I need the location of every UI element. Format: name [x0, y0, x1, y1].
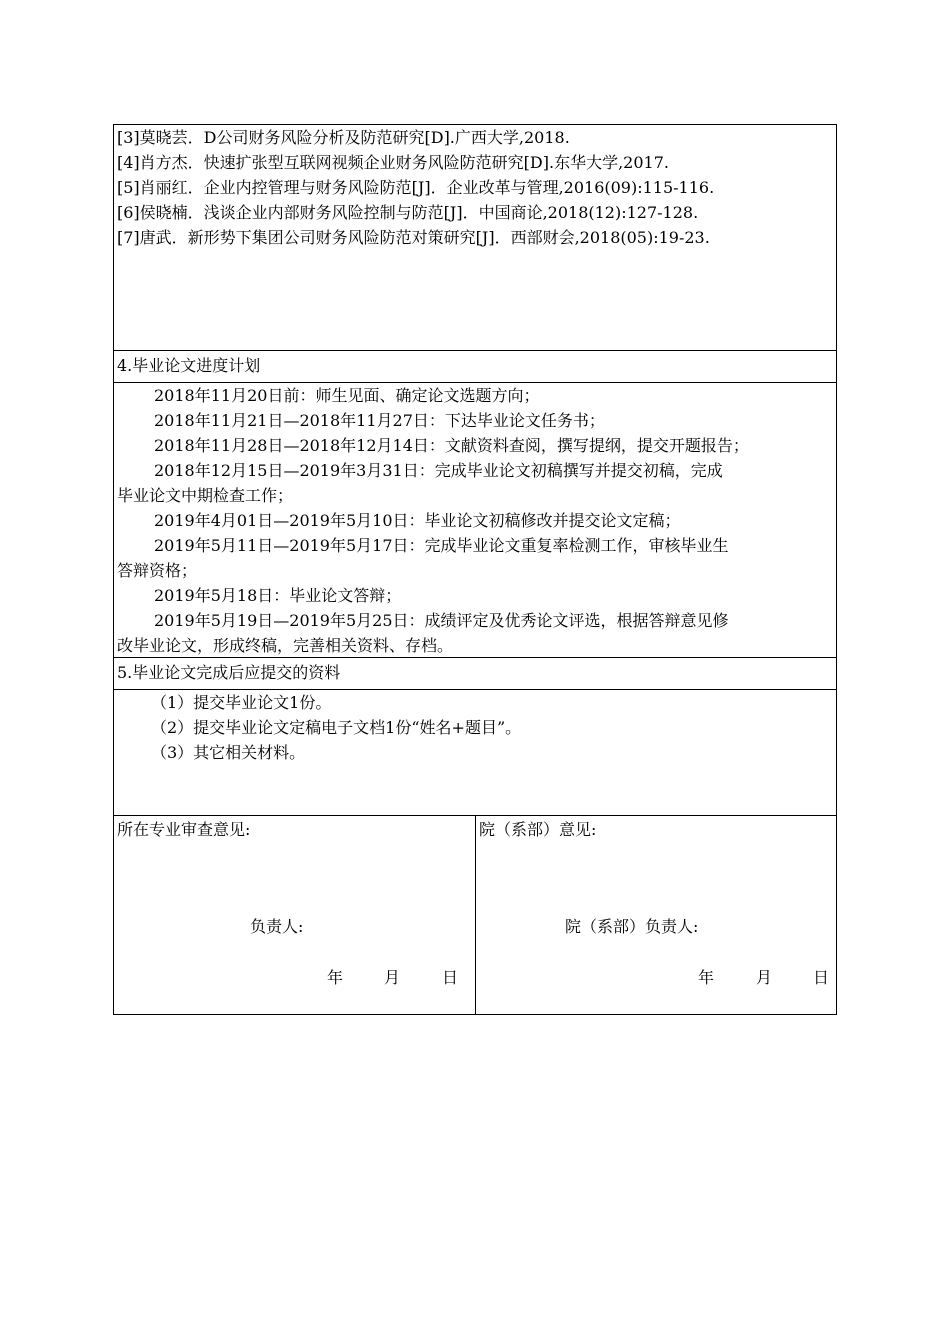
reference-item: [5]肖丽红．企业内控管理与财务风险防范[J]．企业改革与管理,2016(09):115-116.: [117, 178, 715, 197]
reference-item: [4]肖方杰．快速扩张型互联网视频企业财务风险防范研究[D].东华大学,2017.: [117, 153, 669, 172]
dept-review-title: 院（系部）意见:: [479, 820, 597, 839]
schedule-line: 2019年4月01日—2019年5月10日：毕业论文初稿修改并提交论文定稿；: [154, 511, 681, 530]
dept-date-month: 月: [756, 968, 773, 987]
deliverable-item: （2）提交毕业论文定稿电子文档1份“姓名+题目”。: [151, 718, 522, 737]
section4-title: 4.毕业论文进度计划: [117, 356, 261, 375]
schedule-line: 2018年12月15日—2019年3月31日：完成毕业论文初稿撰写并提交初稿，完成: [154, 461, 723, 480]
schedule-line: 2018年11月28日—2018年12月14日：文献资料查阅，撰写提纲，提交开题报告；: [154, 436, 749, 455]
dept-signer-label: 院（系部）负责人:: [565, 917, 699, 936]
major-signer-label: 负责人:: [250, 917, 304, 936]
deliverable-item: （1）提交毕业论文1份。: [151, 693, 332, 712]
major-review-title: 所在专业审查意见:: [117, 820, 251, 839]
schedule-line: 毕业论文中期检查工作；: [117, 486, 294, 505]
dept-date-day: 日: [813, 968, 830, 987]
deliverable-item: （3）其它相关材料。: [151, 743, 306, 762]
schedule-line: 2019年5月18日：毕业论文答辩；: [154, 586, 402, 605]
reference-item: [6]侯晓楠．浅谈企业内部财务风险控制与防范[J]．中国商论,2018(12):127-128.: [117, 203, 699, 222]
reference-item: [7]唐武．新形势下集团公司财务风险防范对策研究[J]．西部财会,2018(05):19-23.: [117, 228, 710, 247]
major-date-day: 日: [442, 968, 459, 987]
schedule-line: 改毕业论文，形成终稿，完善相关资料、存档。: [117, 636, 454, 655]
schedule-line: 2018年11月21日—2018年11月27日：下达毕业论文任务书；: [154, 411, 605, 430]
schedule-line: 答辩资格；: [117, 561, 198, 580]
major-date-year: 年: [327, 968, 344, 987]
dept-date-year: 年: [698, 968, 715, 987]
reference-item: [3]莫晓芸．D公司财务风险分析及防范研究[D].广西大学,2018.: [117, 128, 570, 147]
schedule-line: 2018年11月20日前：师生见面、确定论文选题方向；: [154, 386, 540, 405]
schedule-line: 2019年5月11日—2019年5月17日：完成毕业论文重复率检测工作，审核毕业生: [154, 536, 729, 555]
schedule-line: 2019年5月19日—2019年5月25日：成绩评定及优秀论文评选，根据答辩意见修: [154, 611, 729, 630]
major-date-month: 月: [384, 968, 401, 987]
section5-title: 5.毕业论文完成后应提交的资料: [117, 663, 341, 682]
